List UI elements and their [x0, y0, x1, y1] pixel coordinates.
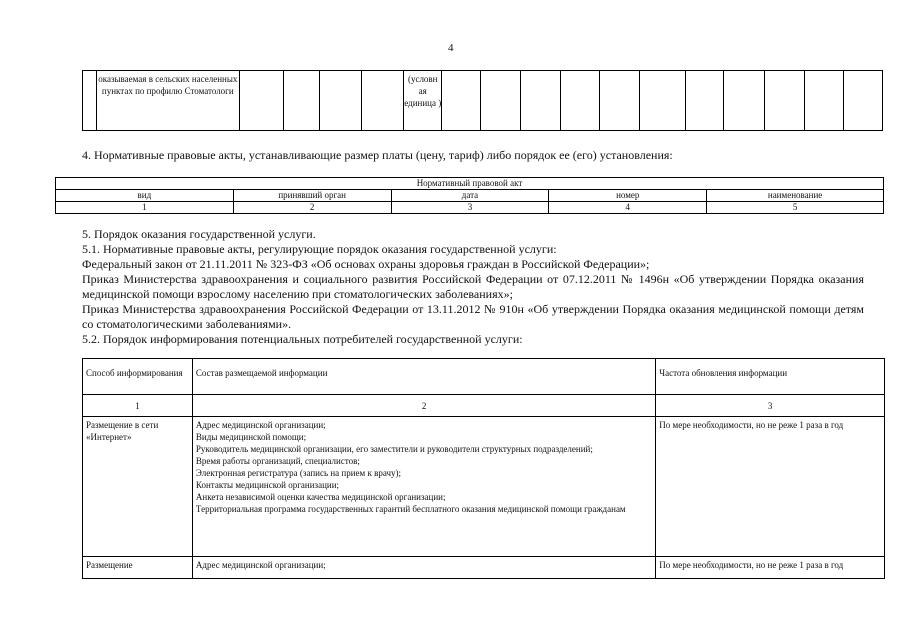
content-item: Контакты медицинской организации; [195, 480, 340, 490]
acts-col-number: 1 [56, 202, 234, 214]
inform-col-number: 1 [83, 395, 193, 417]
page-number: 4 [448, 42, 454, 54]
content-item: Адрес медицинской организации; [195, 560, 326, 570]
acts-col-header: принявший орган [233, 190, 391, 202]
acts-col-header: вид [56, 190, 234, 202]
fragment-cell [442, 71, 481, 131]
law-order-1496n: Приказ Министерства здравоохранения и социального развития Российской Федерации от 07.12.2011 № 1496н «Об утверждении Порядка оказания медицинской помощи взрослому населению при стоматологических заболеваниях»; [82, 272, 864, 301]
acts-col-number: 5 [707, 202, 884, 214]
inform-header-frequency: Частота обновления информации [656, 359, 885, 395]
inform-row-content [192, 557, 655, 579]
section5-heading: 5. Порядок оказания государственной услуги. [82, 227, 316, 241]
acts-col-number: 3 [391, 202, 549, 214]
content-item: Время работы организаций, специалистов; [195, 456, 360, 466]
normative-acts-table [55, 177, 884, 214]
content-item: Руководитель медицинской организации, его заместители и руководители структурных подразделений; [195, 444, 593, 454]
fragment-table [82, 70, 883, 131]
fragment-cell [362, 71, 404, 131]
inform-row-frequency: По мере необходимости, но не реже 1 раза в год [656, 417, 885, 557]
content-item: Территориальная программа государственных гарантий бесплатного оказания медицинской помощи гражданам [195, 504, 626, 514]
inform-row-frequency: По мере необходимости, но не реже 1 раза в год [656, 557, 885, 579]
content-item: Адрес медицинской организации; [195, 420, 326, 430]
law-order-910n: Приказ Министерства здравоохранения Российской Федерации от 13.11.2012 № 910н «Об утверждении Порядка оказания медицинской помощи детям со стоматологическими заболеваниями». [82, 302, 864, 331]
acts-col-header: дата [391, 190, 549, 202]
acts-col-number: 2 [233, 202, 391, 214]
inform-col-number: 2 [192, 395, 655, 417]
fragment-cell [804, 71, 843, 131]
fragment-cell [640, 71, 686, 131]
fragment-cell [319, 71, 361, 131]
fragment-service-cell: оказываемая в сельских населенных пунктах по профилю Стоматологи [97, 71, 240, 131]
acts-col-header: наименование [707, 190, 884, 202]
inform-col-number: 3 [656, 395, 885, 417]
informing-table [82, 358, 885, 579]
fragment-cell [481, 71, 520, 131]
acts-col-number: 4 [549, 202, 707, 214]
fragment-unit-cell: (условн ая единица ) [404, 71, 442, 131]
fragment-cell [520, 71, 560, 131]
fragment-cell [686, 71, 724, 131]
inform-header-method: Способ информирования [83, 359, 193, 395]
law-323fz: Федеральный закон от 21.11.2011 № 323-ФЗ «Об основах охраны здоровья граждан в Российской Федерации»; [82, 257, 650, 271]
inform-row-method: Размещение в сети «Интернет» [83, 417, 193, 557]
section5-2-heading: 5.2. Порядок информирования потенциальных потребителей государственной услуги: [82, 332, 523, 346]
section5-1-heading: 5.1. Нормативные правовые акты, регулирующие порядок оказания государственной услуги: [82, 242, 557, 256]
fragment-cell [239, 71, 283, 131]
fragment-cell [560, 71, 599, 131]
fragment-cell [765, 71, 804, 131]
acts-group-header: Нормативный правовой акт [56, 178, 884, 190]
fragment-cell [599, 71, 639, 131]
inform-row-content [192, 417, 655, 557]
fragment-cell [283, 71, 319, 131]
content-item: Электронная регистратура (запись на прием к врачу); [195, 468, 401, 478]
fragment-cell [83, 71, 97, 131]
section4-heading: 4. Нормативные правовые акты, устанавливающие размер платы (цену, тариф) либо порядок ее (его) установления: [82, 148, 673, 162]
content-item: Анкета независимой оценки качества медицинской организации; [195, 492, 446, 502]
content-item: Виды медицинской помощи; [195, 432, 307, 442]
fragment-cell [843, 71, 882, 131]
inform-row-method: Размещение [83, 557, 193, 579]
acts-col-header: номер [549, 190, 707, 202]
fragment-cell [724, 71, 765, 131]
inform-header-content: Состав размещаемой информации [192, 359, 655, 395]
